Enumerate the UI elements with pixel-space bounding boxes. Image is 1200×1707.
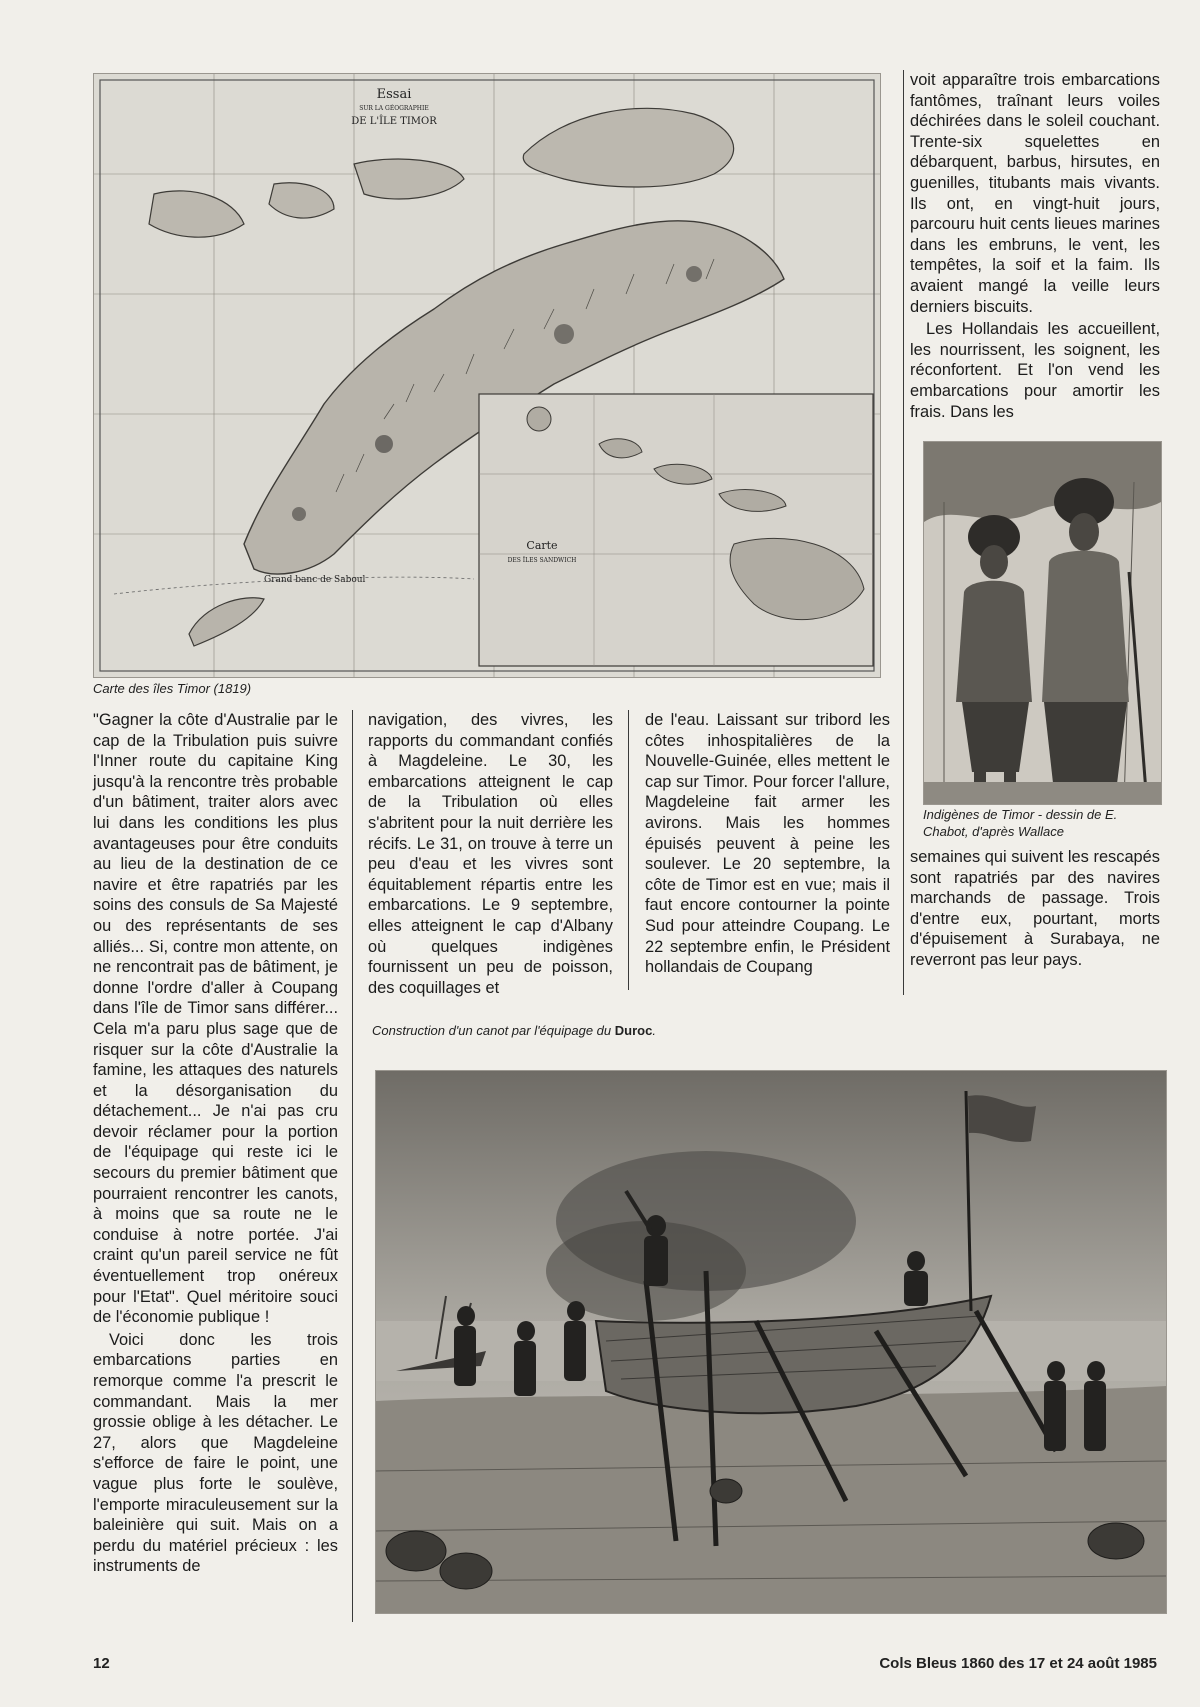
natives-figure xyxy=(923,441,1162,805)
canoe-caption-suffix: . xyxy=(652,1023,656,1038)
paragraph-col4: semaines qui suivent les rescapés sont rapatriés par des navires marchands de passage. Trois d'entre eux, pourtant, morts d'épuisement à Surabaya, ne reverront pas leur pays. xyxy=(910,848,1160,969)
paragraph-right-top-2: Les Hollandais les accueillent, les nourrissent, les soignent, les réconfortent. Et l'on vend les embarcations pour amortir les frais. Dans les xyxy=(910,320,1160,421)
column-right-top xyxy=(910,70,1160,440)
paragraph-col1-1: "Gagner la côte d'Australie par le cap de la Tribulation puis suivre l'Inner route du capitaine King jusqu'à la rencontre très probable d'un bâtiment, traiter alors avec lui dans les conditions les plus avantageuses pour être conduits au lieu de la destination de ce navire et être rapatriés par les soins des consuls de Sa Majesté ou des représentants de ses alliés... Si, contre mon attente, on ne rencontrait pas de bâtiment, je donne l'ordre d'aller à Coupang dans l'île de Timor sans différer... Cela m'a paru plus sage que de risquer sur la côte d'Australie la famine, les attaques des naturels et la désorganisation du détachement... Je n'ai pas cru devoir réclamer pour la portion de l'équipage qui reste ici le secours du premier bâtiment que pourraient rencontrer les canots, à moins que sa route ne le conduise à notre portée. J'ai craint qu'un pareil service ne fût éventuellement trop onéreux pour l'Etat". Quel méritoire souci de l'économie publique ! xyxy=(93,711,338,1327)
page-number: 12 xyxy=(93,1655,110,1672)
canoe-construction-illustration xyxy=(376,1071,1166,1613)
map-title-line1: Essai xyxy=(376,87,412,102)
map-figure xyxy=(93,73,881,678)
natives-illustration xyxy=(924,442,1161,804)
column-1 xyxy=(93,710,338,1622)
column-rule-3 xyxy=(903,70,904,995)
column-2 xyxy=(368,710,613,997)
timor-map-illustration xyxy=(94,74,880,677)
canoe-caption-prefix: Construction d'un canot par l'équipage du xyxy=(372,1023,615,1038)
paragraph-col3: de l'eau. Laissant sur tribord les côtes inhospitalières de la Nouvelle-Guinée, elles mettent le cap sur Timor. Pour forcer l'allure, Magdeleine fait armer les avirons. Mais les hommes épuisés peuvent à peine les soulever. Le 20 septembre, la côte de Timor est en vue; mais il faut encore contourner la pointe Sud pour atteindre Coupang. Le 22 septembre enfin, le Président hollandais de Coupang xyxy=(645,711,890,977)
column-4 xyxy=(910,847,1160,997)
paragraph-col2: navigation, des vivres, les rapports du commandant confiés à Magdeleine. Le 30, les embarcations atteignent le cap de la Tribulation où elles s'abritent pour la nuit derrière les récifs. Le 31, on trouve à terre un peu d'eau et les vivres sont équitablement répartis entre les embarcations. Le 9 septembre, elles atteignent le cap d'Albany où quelques indigènes fournissent un peu de poisson, des coquillages et xyxy=(368,711,613,997)
map-title-line3: DE L'ÎLE TIMOR xyxy=(351,116,437,127)
map-title-line2: SUR LA GÉOGRAPHIE xyxy=(359,105,429,112)
paragraph-col1-2: Voici donc les trois embarcations parties en remorque comme l'a prescrit le commandant. Mais la mer grossie oblige à les détacher. Le 27, alors que Magdeleine s'efforce de faire le point, une vague plus forte le soulève, l'emporte miraculeusement sur la baleinière qui suit. Mais on a perdu du matériel précieux : les instruments de xyxy=(93,1330,338,1576)
paragraph-right-top-1: voit apparaître trois embarcations fantômes, traînant leurs voiles déchirées dans le soleil couchant. Trente-six squelettes en débarquent, barbus, hirsutes, en guenilles, titubants mais vivants. Ils ont, en vingt-huit jours, parcouru huit cents lieues marines dans les embruns, le vent, les tempêtes, la soif et la faim. Ils avaient mangé la veille leurs derniers biscuits. xyxy=(910,71,1160,316)
map-caption: Carte des îles Timor (1819) xyxy=(93,681,252,696)
bank-label: Grand banc de Saboul xyxy=(264,575,366,585)
canoe-caption-ship: Duroc xyxy=(614,1023,653,1038)
inset-title-line1: Carte xyxy=(526,539,558,552)
inset-title-line2: DES ÎLES SANDWICH xyxy=(507,557,577,564)
canoe-caption xyxy=(372,1022,972,1039)
inset-map-frame xyxy=(479,394,873,666)
natives-caption: Indigènes de Timor - dessin de E. Chabot, d'après Wallace xyxy=(923,807,1118,839)
column-rule-1 xyxy=(352,710,353,1622)
publication-footer: Cols Bleus 1860 des 17 et 24 août 1985 xyxy=(879,1655,1157,1672)
column-3 xyxy=(645,710,890,990)
canoe-figure xyxy=(375,1070,1167,1614)
column-rule-2 xyxy=(628,710,629,990)
